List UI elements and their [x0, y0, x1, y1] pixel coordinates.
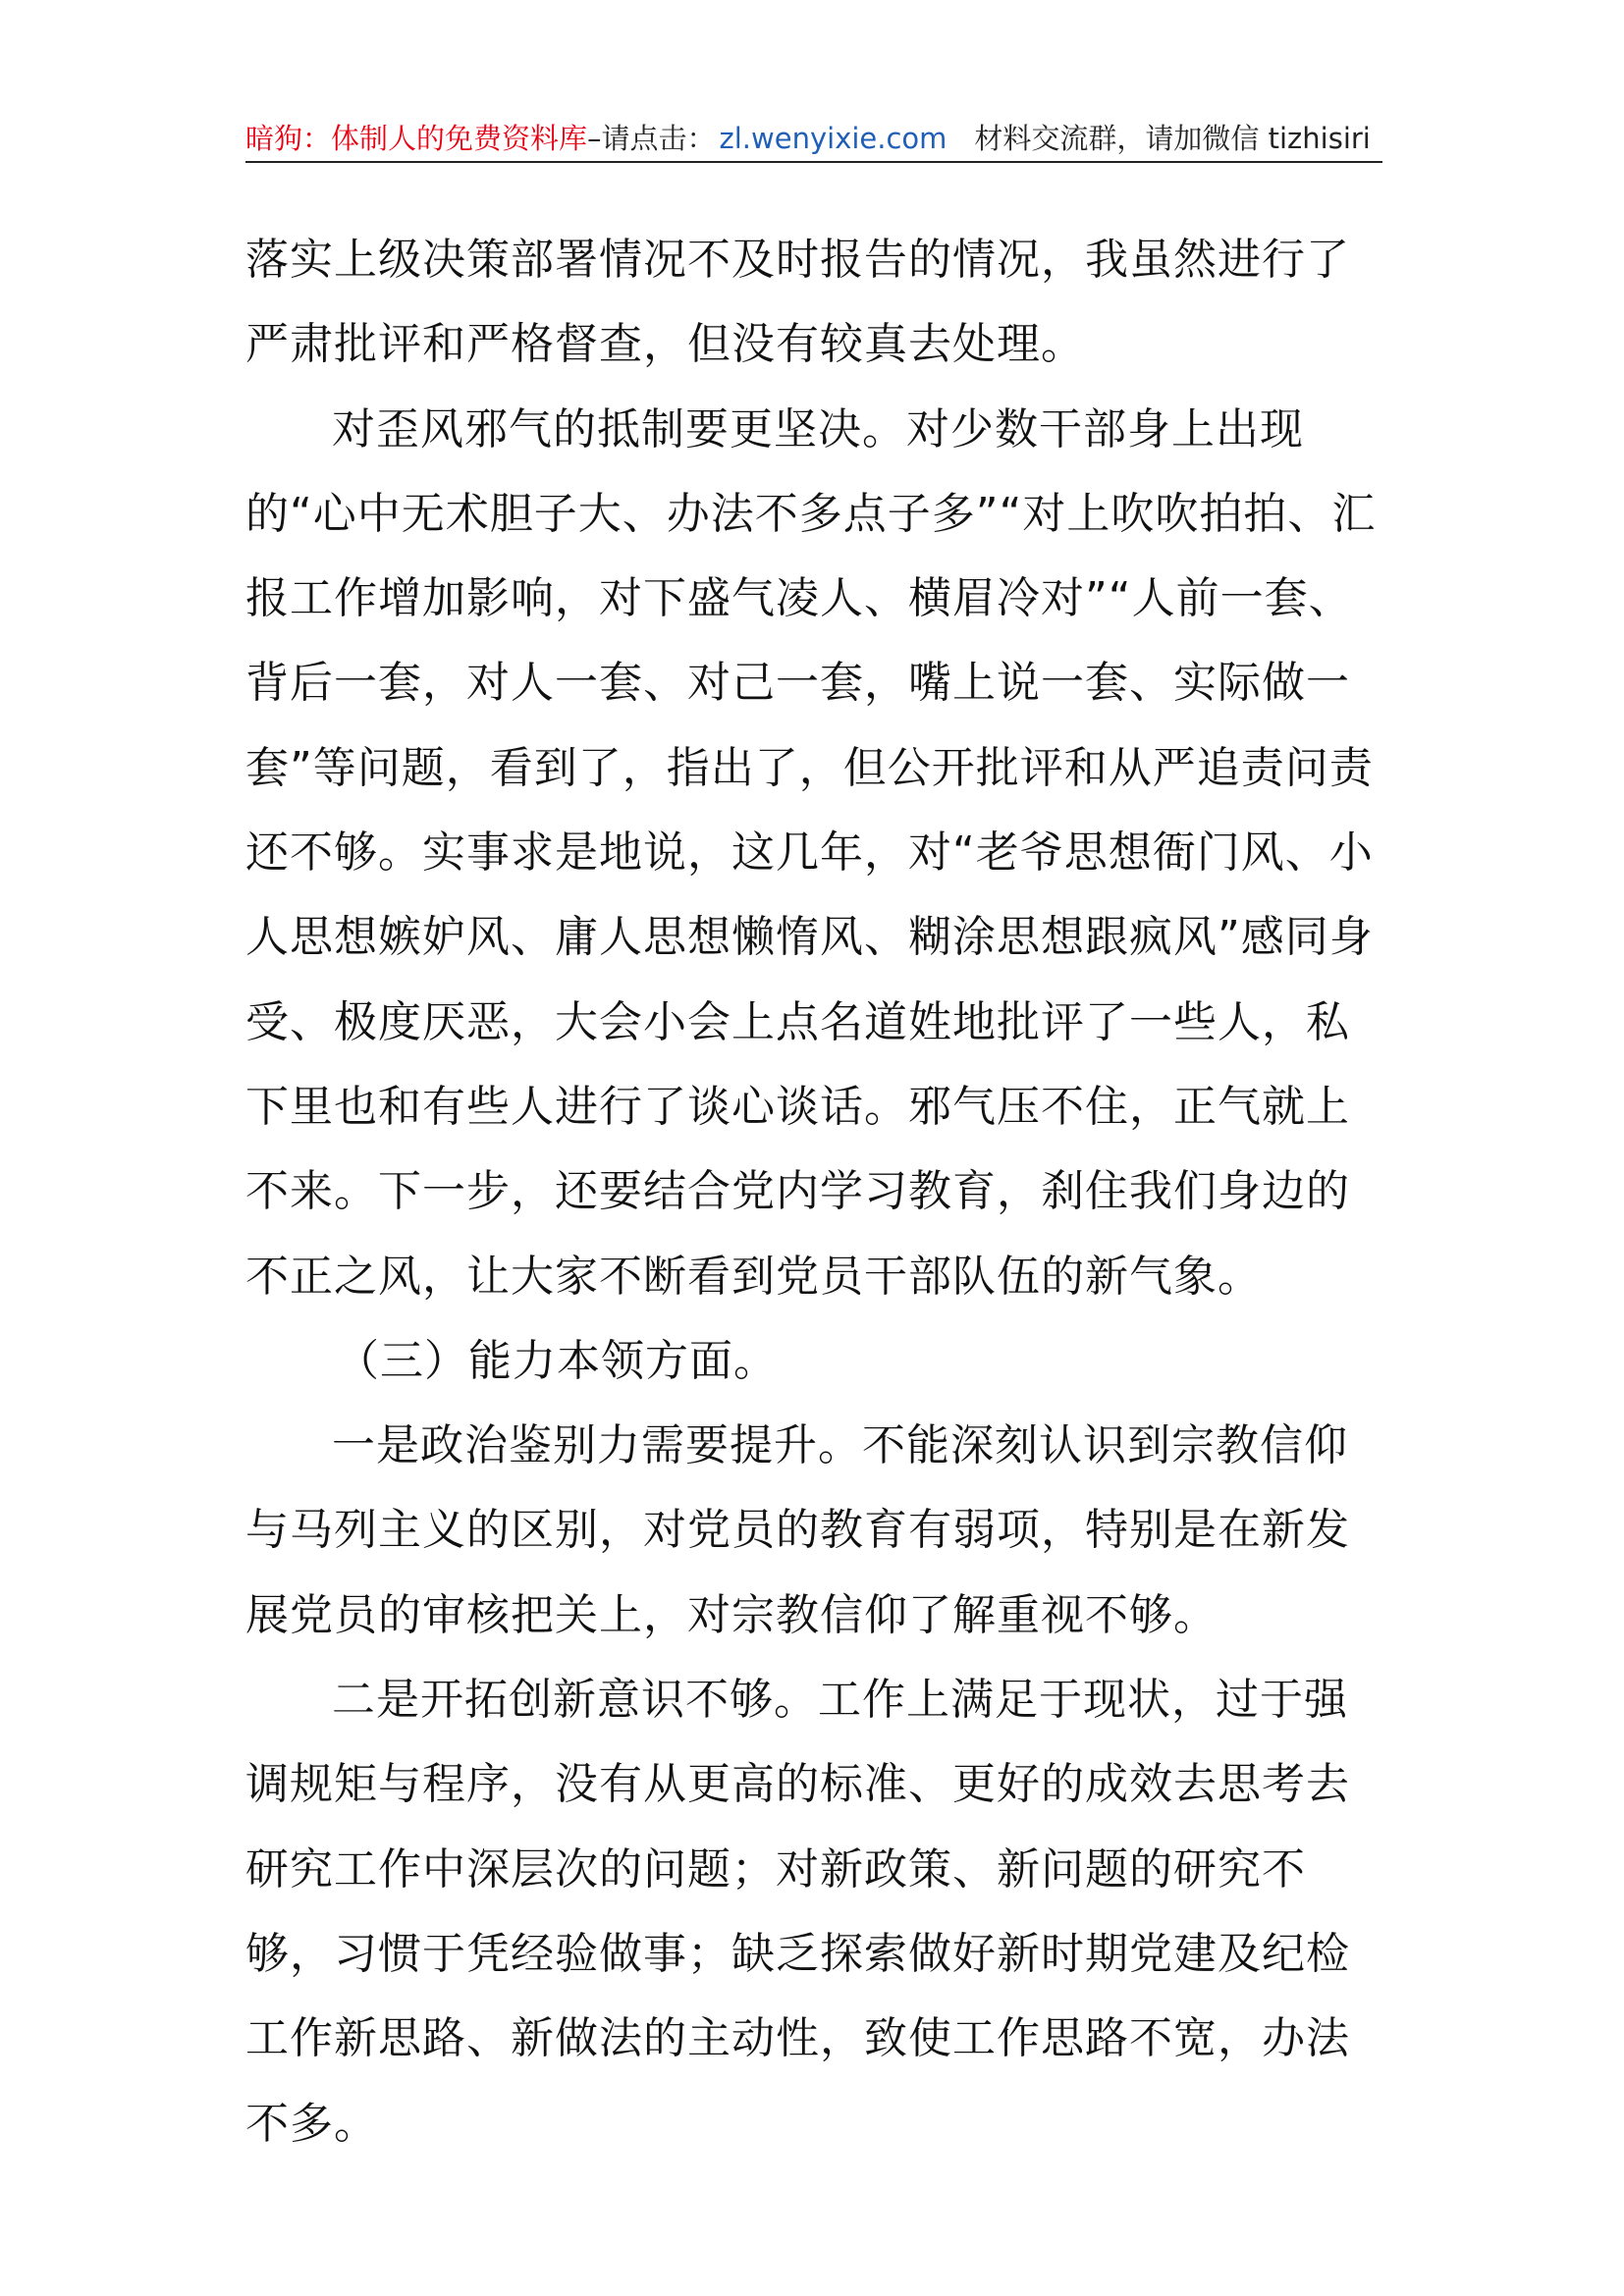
document-body — [245, 218, 1384, 2166]
paragraph-innovation: 二是开拓创新意识不够。工作上满足于现状，过于强调规矩与程序，没有从更高的标准、更好的成效去思考去研究工作中深层次的问题；对新政策、新问题的研究不够，习惯于凭经验做事；缺乏探索做好新时期党建及纪检工作新思路、新做法的主动性，致使工作思路不宽，办法不多。 — [245, 1675, 1350, 2149]
section-heading-ability: （三）能力本领方面。 — [336, 1335, 778, 1386]
paragraph-political-discernment: 一是政治鉴别力需要提升。不能深刻认识到宗教信仰与马列主义的区别，对党员的教育有弱项，特别是在新发展党员的审核把关上，对宗教信仰了解重视不够。 — [245, 1420, 1350, 1640]
header-click-prompt: –请点击： — [587, 122, 716, 155]
header-brand: 暗狗：体制人的免费资料库 — [245, 122, 588, 155]
paragraph-unhealthy-trends: 对歪风邪气的抵制要更坚决。对少数干部身上出现的“心中无术胆子大、办法不多点子多”“对上吹吹拍拍、汇报工作增加影响，对下盛气凌人、横眉冷对”“人前一套、背后一套，对人一套、对己一套，嘴上说一套、实际做一套”等问题，看到了，指出了，但公开批评和从严追责问责还不够。实事求是地说，这几年，对“老爷思想衙门风、小人思想嫉妒风、庸人思想懒惰风、糊涂思想跟疯风”感同身受、极度厌恶，大会小会上点名道姓地批评了一些人，私下里也和有些人进行了谈心谈话。邪气压不住，正气就上不来。下一步，还要结合党内学习教育，刹住我们身边的不正之风，让大家不断看到党员干部队伍的新气象。 — [245, 403, 1377, 1302]
page-header — [245, 116, 1382, 163]
header-link[interactable]: zl.wenyixie.com — [719, 122, 947, 155]
paragraph-continued: 落实上级决策部署情况不及时报告的情况，我虽然进行了严肃批评和严格督查，但没有较真去处理。 — [245, 235, 1350, 370]
header-wechat-note: 材料交流群，请加微信 tizhisiri — [974, 122, 1371, 155]
